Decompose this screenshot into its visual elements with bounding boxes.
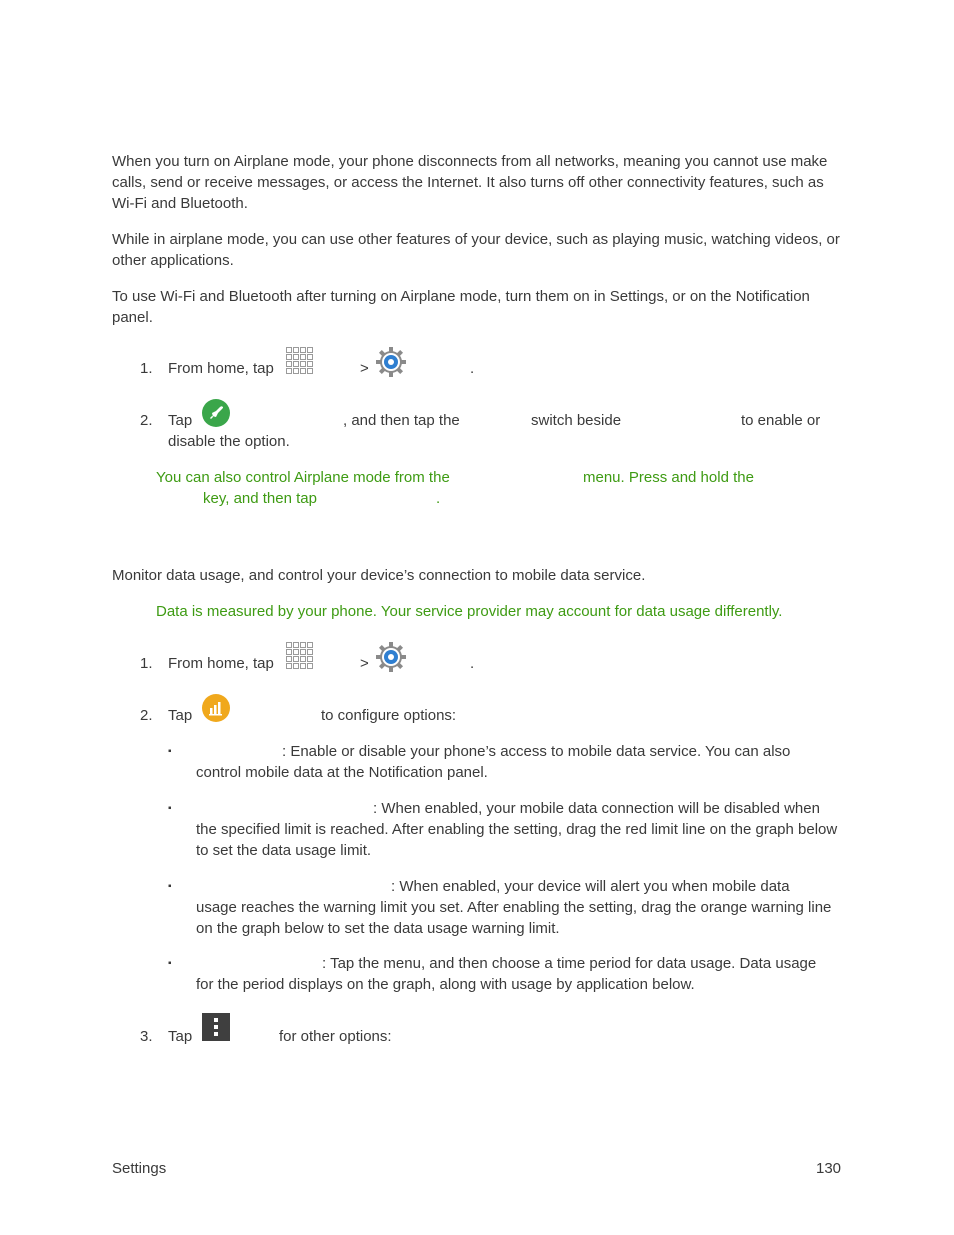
bullet-line-1: : When enabled, your mobile data connection will be disabled when [373,800,820,817]
bullet-rest: the specified limit is reached. After enabling the setting, drag the red limit line on the graph below to set the data usage limit. [196,821,838,859]
bullet-rest: usage reaches the warning limit you set. After enabling the setting, drag the orange warning line on the graph below to set the data usage warning limit. [196,899,832,937]
step-text: From home, tap [168,655,274,672]
step-text: for other options: [279,1028,392,1045]
step-number: 3. [140,1028,153,1045]
footer-page-number: 130 [816,1160,842,1177]
apps-grid-icon[interactable] [285,346,313,374]
airplane-icon[interactable] [201,398,231,428]
bullet-marker: ▪ [168,803,172,814]
bullet-marker: ▪ [168,746,172,757]
apps-grid-icon[interactable] [285,641,313,669]
step-text: to configure options: [321,707,457,724]
bullet-line-1: : When enabled, your device will alert you when mobile data [391,878,790,895]
bullet-rest: control mobile data at the Notification panel. [196,764,488,781]
bullet-line-1: : Tap the menu, and then choose a time period for data usage. Data usage [322,955,817,972]
bullet-marker: ▪ [168,958,172,969]
step-tap: Tap [168,412,193,429]
airplane-wifi-paragraph: To use Wi-Fi and Bluetooth after turning on Airplane mode, turn them on in Settings, or on the Notification panel. [112,288,810,326]
airplane-features-paragraph: While in airplane mode, you can use other features of your device, such as playing music, watching videos, or other applications. [112,231,840,269]
step-number: 1. [140,360,153,377]
data-usage-icon[interactable] [201,693,231,723]
note-text-d: . [436,490,441,507]
step-separator: > [360,655,369,672]
step-tap: Tap [168,707,193,724]
step-separator: > [360,360,369,377]
footer-section: Settings [112,1160,167,1177]
step-text-3: to enable or [741,412,821,429]
step-number: 2. [140,412,153,429]
step-end: . [470,655,475,672]
airplane-intro-paragraph: When you turn on Airplane mode, your phone disconnects from all networks, meaning you cannot use make calls, send or receive messages, or access the Internet. It also turns off other connectivity features, such as Wi-Fi and Bluetooth. [112,153,828,212]
bullet-line-1: : Enable or disable your phone’s access to mobile data service. You can also [282,743,791,760]
data-usage-intro: Monitor data usage, and control your device’s connection to mobile data service. [112,567,646,584]
step-end: . [470,360,475,377]
note-text-b: menu. Press and hold the [583,469,754,486]
note-text-a: You can also control Airplane mode from the [156,469,450,486]
step-text-2: switch beside [531,412,622,429]
step-text-4: disable the option. [168,433,290,450]
step-text-1: , and then tap the [343,412,460,429]
settings-gear-icon[interactable] [376,347,406,377]
step-tap: Tap [168,1028,193,1045]
data-usage-note: Data is measured by your phone. Your service provider may account for data usage differently. [156,603,783,620]
step-number: 2. [140,707,153,724]
step-text: From home, tap [168,360,274,377]
more-options-icon[interactable] [202,1013,230,1041]
settings-gear-icon[interactable] [376,642,406,672]
step-number: 1. [140,655,153,672]
note-text-c: key, and then tap [203,490,317,507]
bullet-rest: for the period displays on the graph, along with usage by application below. [196,976,695,993]
bullet-marker: ▪ [168,881,172,892]
